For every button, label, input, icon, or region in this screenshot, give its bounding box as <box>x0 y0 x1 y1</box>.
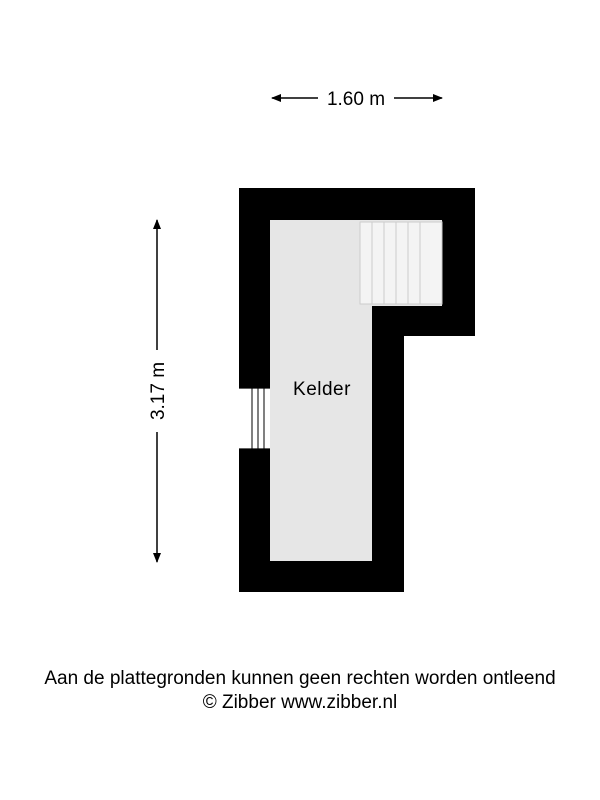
footer-copyright: © Zibber www.zibber.nl <box>202 692 398 713</box>
height-dimension-label: 3.17 m <box>148 361 169 421</box>
window <box>239 388 270 449</box>
width-dimension-label: 1.60 m <box>326 89 386 110</box>
room-label-kelder: Kelder <box>293 379 351 400</box>
stairs <box>360 222 442 304</box>
footer-disclaimer: Aan de plattegronden kunnen geen rechten worden ontleend <box>44 668 556 689</box>
height-dimension <box>148 220 169 562</box>
width-dimension <box>272 89 442 110</box>
